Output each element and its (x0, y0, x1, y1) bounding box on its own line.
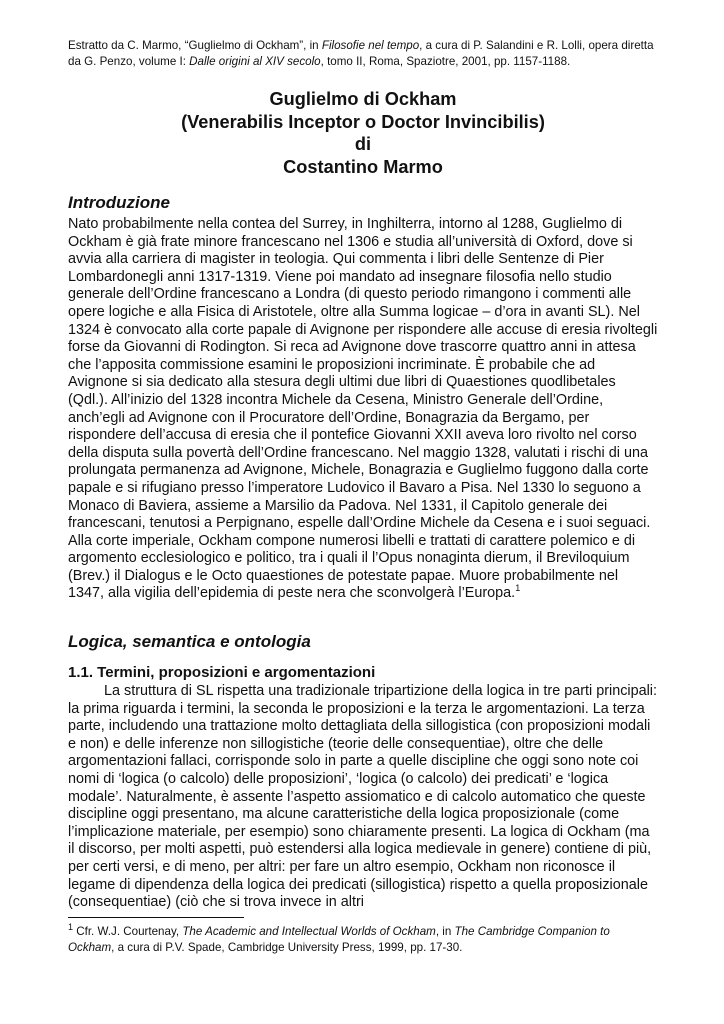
footnote (68, 924, 658, 955)
page-content (68, 38, 658, 912)
intro-text: Nato probabilmente nella contea del Surrey, in Inghilterra, intorno al 1288, Guglielmo di Ockham è già frate minore francescano nel 1306 e studia all’università di Oxford, dove si avvia alla carriera di magister in teologia. Qui commenta i libri delle Sentenze di Pier Lombardonegli anni 1317-1319. Viene poi mandato ad insegnare filosofia nello studio generale dell’Ordine francescano a Londra (di questo periodo rimangono i commenti alle opere logiche e alla Fisica di Aristotele, oltre alla Summa logicae – d’ora in avanti SL). Nel 1324 è convocato alla corte papale di Avignone per rispondere alle accuse di eresia rivoltegli forse da Giovanni di Rodington. Si reca ad Avignone dove trascorre quattro anni in attesa che l’apposita commissione esamini le proposizioni incriminate. È probabile che ad Avignone si sia dedicato alla stesura degli ultimi due libri di Quaestiones quodlibetales (Qdl.). All’inizio del 1328 incontra Michele da Cesena, Ministro Generale dell’Ordine, anch’egli ad Avignone con il Procuratore dell’Ordine, Bonagrazia da Bergamo, per rispondere dell’accusa di eresia che il pontefice Giovanni XXII aveva loro rivolto nel corso della disputa sulla povertà dell’Ordine francescano. Nel maggio 1328, valutati i rischi di una prolungata permanenza ad Avignone, Michele, Bonagrazia e Guglielmo fuggono dalla corte papale e si rifugiano presso l’imperatore Ludovico il Bavaro a Pisa. Nel 1330 lo seguono a Monaco di Baviera, assieme a Marsilio da Padova. Nel 1331, il Capitolo generale dei francescani, tenutosi a Perpignano, espelle dall’Ordine Michele da Cesena e i suoi seguaci. Alla corte imperiale, Ockham compone numerosi libelli e trattati di carattere polemico e di argomento ecclesiologico e politico, tra i quali il l’Opus nonaginta dierum, il Breviloquium (Brev.) il Dialogus e le Octo quaestiones de potestate papae. Muore probabilmente nel 1347, alla vigilia dell’epidemia di peste nera che sconvolgerà l’Europa. (68, 216, 658, 602)
title-line-1: Guglielmo di Ockham (269, 89, 457, 109)
citation-prefix: Estratto da C. Marmo, “Guglielmo di Ockham”, in (68, 39, 322, 52)
citation-volume-title: Dalle origini al XIV secolo (189, 55, 321, 68)
footnote-mid: , in (435, 925, 455, 938)
subsection-heading: 1.1. Termini, proposizioni e argomentazioni (68, 664, 376, 682)
footnote-prefix: Cfr. W.J. Courtenay, (73, 925, 183, 938)
section-heading-logica: Logica, semantica e ontologia (68, 632, 311, 652)
logic-paragraph: La struttura di SL rispetta una tradizionale tripartizione della logica in tre parti principali: la prima riguarda i termini, la seconda le proposizioni e la terza le argomentazioni. La terza parte, includendo una trattazione molto dettagliata della sillogistica (con proposizioni modali e non) e delle inferenze non sillogistiche (teorie delle consequentiae), oltre che delle argomentazioni fallaci, corrisponde solo in parte a quelle discipline che oggi sono note coi nomi di ‘logica (o calcolo) delle proposizioni’, ‘logica (o calcolo) dei predicati’ e ‘logica modale’. Naturalmente, è assente l’aspetto assiomatico e di calcolo automatico che queste discipline oggi presentano, ma alcune caratteristiche della logica proposizionale (come l’implicazione materiale, per esempio) sono chiaramente presenti. La logica di Ockham (ma il discorso, per molti aspetti, può estendersi alla logica medievale in genere) contiene di più, per certi versi, e di meno, per altri: per fare un altro esempio, Ockham non riconosce il legame di dipendenza della logica dei predicati (sillogistica) rispetto a quella proposizionale (consequentiae) (ciò che si trova invece in altri (68, 683, 657, 911)
footnote-number: 1 (68, 922, 74, 933)
title-line-3: di (354, 134, 372, 154)
footnote-book-title: The Cambridge Companion to Ockham (68, 925, 610, 954)
footnote-divider (68, 917, 244, 918)
title-line-2: (Venerabilis Inceptor o Doctor Invincibilis) (181, 111, 545, 132)
citation-mid: , a cura di P. Salandini e R. Lolli, opera diretta da G. Penzo, volume I: (68, 39, 654, 68)
citation-suffix: , tomo II, Roma, Spaziotre, 2001, pp. 1157-1188. (320, 55, 571, 68)
footnote-suffix: , a cura di P.V. Spade, Cambridge University Press, 1999, pp. 17-30. (111, 940, 463, 954)
footnote-reference[interactable]: 1 (515, 583, 521, 594)
citation-book-title: Filosofie nel tempo (321, 39, 420, 52)
section-heading-introduzione: Introduzione (68, 193, 170, 212)
footnote-article-title: The Academic and Intellectual Worlds of Ockham (182, 925, 436, 938)
intro-paragraph (68, 216, 658, 603)
title-author: Costantino Marmo (283, 156, 443, 177)
citation-header (68, 38, 658, 70)
document-title (68, 88, 658, 178)
